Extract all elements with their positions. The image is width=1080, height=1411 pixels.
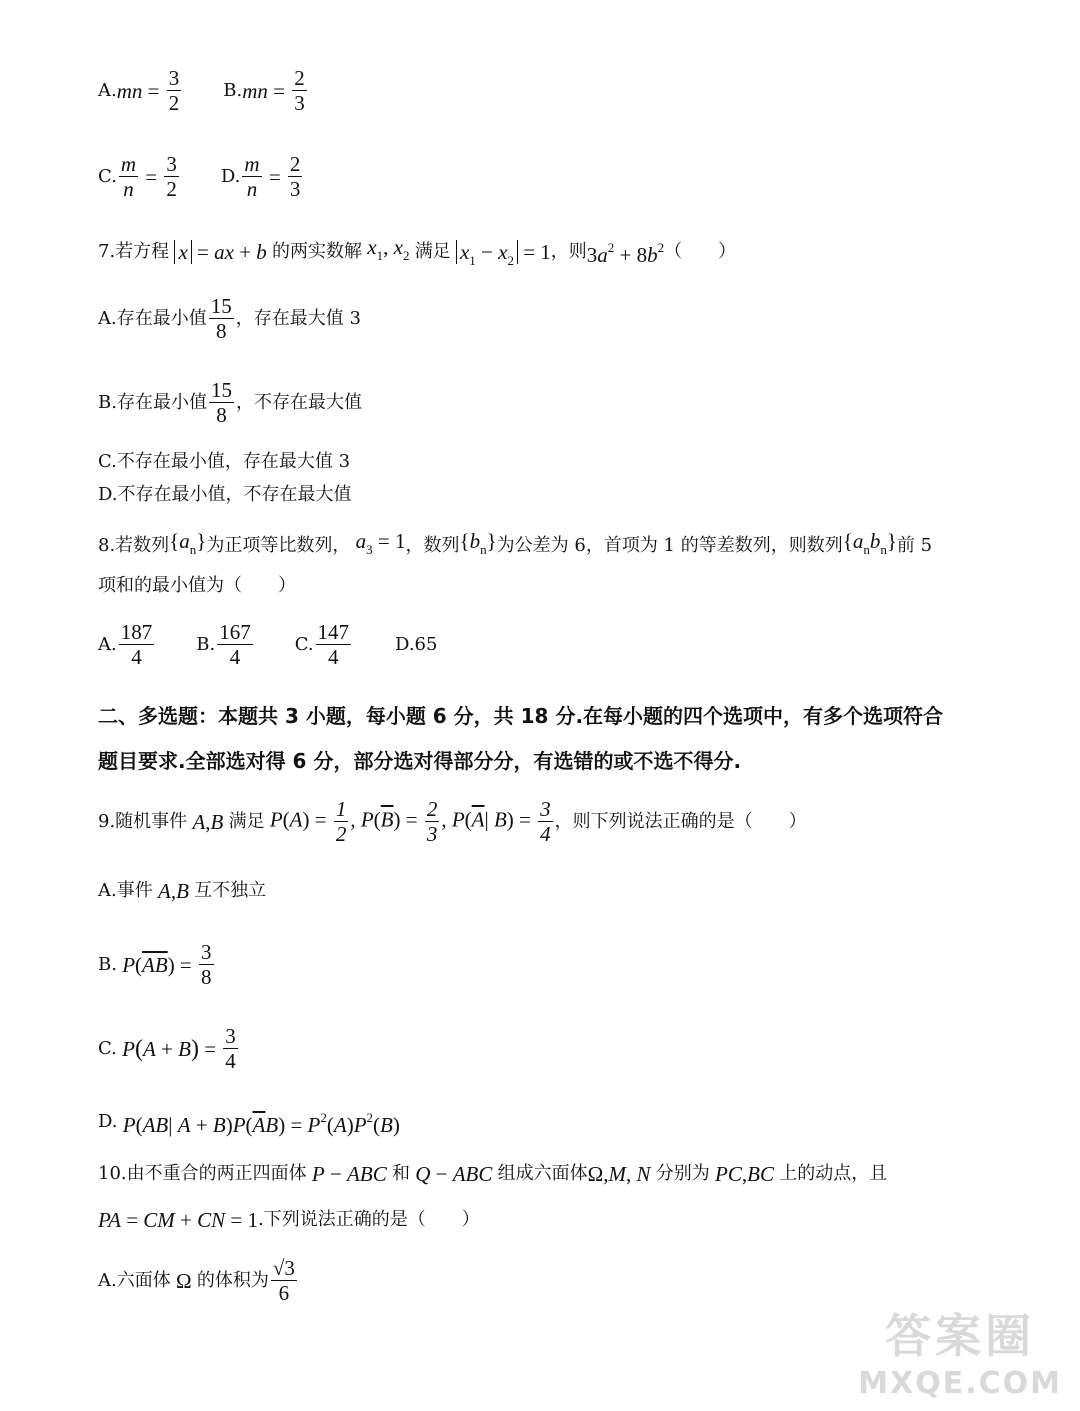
q9-b-fraction: $\frac{3}{8}$ xyxy=(201,940,212,989)
q6-d-label: D. xyxy=(220,165,241,187)
q6-a-expr: mn xyxy=(116,78,143,103)
q6-b-fraction: $\frac{2}{3}$ xyxy=(294,66,305,115)
q7-option-c: C.不存在最小值，存在最大值 3 xyxy=(98,451,351,472)
q7-stem-text-4: ，则 xyxy=(550,240,587,262)
section2-heading-line2: 题目要求.全部选对得 6 分，部分选对得部分分，有选错的或不选不得分. xyxy=(98,749,742,773)
section2-heading-line1: 二、多选题：本题共 3 小题，每小题 6 分，共 18 分.在每小题的四个选项中，有多个选项符合 xyxy=(98,704,944,728)
q8-b-fraction: $\frac{167}{4}$ xyxy=(219,620,251,669)
q7-condition: $x_1 - x_2 = 1$ xyxy=(451,240,551,264)
q6-c-fraction: $\frac{3}{2}$ xyxy=(166,152,177,201)
q7-option-d: D.不存在最小值，不存在最大值 xyxy=(98,484,352,505)
q9-option-d: D. P(AB| $A + B)P(\overline{A}B) = P^2(A)P^2(B)$ xyxy=(98,1110,400,1137)
q8-stem-line2: 项和的最小值为（ ） xyxy=(98,575,296,596)
q7-stem-text-1: 7.若方程 xyxy=(98,240,170,262)
q8-a-fraction: $\frac{187}{4}$ xyxy=(120,620,153,669)
q6-c-mn: $\frac{m}{n}$ xyxy=(120,152,137,201)
q10-a-fraction: $\frac{√3}{6}$ xyxy=(272,1256,295,1305)
q8-seq-a: $\{a_n\}$ xyxy=(169,529,207,557)
q7-roots: $x_1$, $x_2$ xyxy=(362,235,410,263)
q6-d-fraction: $\frac{2}{3}$ xyxy=(289,152,301,201)
watermark-logo: 答案圈 MXQE.COM xyxy=(858,1309,1062,1401)
q9-stem: 9.随机事件 A,B 满足 P(A) = $\frac{1}{2}$ , $P(\overline{B})$ = $\frac{2}{3}$ , $P(\overline{A}|$ B) = $\frac{3}{4}$ ，则下列说法正确的是（ ） xyxy=(98,797,807,846)
q7-b-fraction: $\frac{15}{8}$ xyxy=(210,378,232,427)
q9-events: A,B xyxy=(187,809,229,834)
q6-b-label: B. xyxy=(223,79,243,101)
q10-option-a: A.六面体 Ω 的体积为 $\frac{√3}{6}$ xyxy=(98,1256,295,1305)
q6-c-label: C. xyxy=(98,165,117,187)
q6-d-mn: $\frac{m}{n}$ xyxy=(244,152,260,201)
q8-options: A. $\frac{187}{4}$ B. $\frac{167}{4}$ C. $\frac{147}{4}$ D.65 xyxy=(98,620,438,669)
q9-option-c: C. P(A + B) = $\frac{3}{4}$ xyxy=(98,1024,236,1073)
q7-expression: $3a^2 + 8b^2$ xyxy=(586,240,665,267)
q9-option-a: A.事件 A,B 互不独立 xyxy=(98,879,267,903)
q6-option-ab: A. mn = $\frac{3}{2}$ B. mn = $\frac{2}{3}$ xyxy=(98,66,305,115)
q9-c-fraction: $\frac{3}{4}$ xyxy=(225,1024,236,1073)
q8-d-option: D.65 xyxy=(395,633,438,655)
q8-seq-ab: $\{a_nb_n\}$ xyxy=(842,529,897,557)
q9-option-b: B. $P(\overline{AB})$ = $\frac{3}{8}$ xyxy=(98,940,212,989)
q6-a-label: A. xyxy=(98,79,117,101)
q7-option-a: A.存在最小值 $\frac{15}{8}$ ，存在最大值 3 xyxy=(98,294,361,343)
q6-a-fraction: $\frac{3}{2}$ xyxy=(168,66,180,115)
q7-stem-text-3: 满足 xyxy=(414,240,451,262)
q7-stem-text-2: 的两实数解 xyxy=(272,240,363,262)
q10-stem-line1: 10.由不重合的两正四面体 P − ABC 和 Q − ABC 组成六面体 Ω,M, N 分别为 PC,BC 上的动点，且 xyxy=(98,1162,888,1186)
q7-stem xyxy=(98,236,736,267)
q7-a-fraction: $\frac{15}{8}$ xyxy=(210,294,232,343)
q8-a3: $a_3 = 1$ xyxy=(350,529,406,557)
q7-option-b: B.存在最小值 $\frac{15}{8}$ ，不存在最大值 xyxy=(98,378,362,427)
q7-stem-text-5: （ ） xyxy=(664,240,737,262)
q8-c-fraction: $\frac{147}{4}$ xyxy=(317,620,350,669)
q9-probabilities: P(A) = $\frac{1}{2}$ , $P(\overline{B})$ = $\frac{2}{3}$ , $P(\overline{A}|$ B) = $\frac{3}{4}$ xyxy=(264,797,551,846)
q10-stem-line2: PA = CM + CN = 1 .下列说法正确的是（ ） xyxy=(98,1208,480,1232)
q8-stem-line1: 8.若数列 $\{a_n\}$ 为正项等比数列， $a_3 = 1$ ，数列 $\{b_n\}$ 为公差为 6，首项为 1 的等差数列，则数列 $\{a_nb_n\}$ 前 5 xyxy=(98,530,932,561)
q7-equation: x = ax + b xyxy=(169,240,272,264)
q8-seq-b: $\{b_n\}$ xyxy=(459,529,497,557)
q6-b-expr: mn xyxy=(242,78,268,103)
q6-option-cd: C. $\frac{m}{n}$ = $\frac{3}{2}$ D. $\frac{m}{n}$ = $\frac{2}{3}$ xyxy=(98,152,301,201)
